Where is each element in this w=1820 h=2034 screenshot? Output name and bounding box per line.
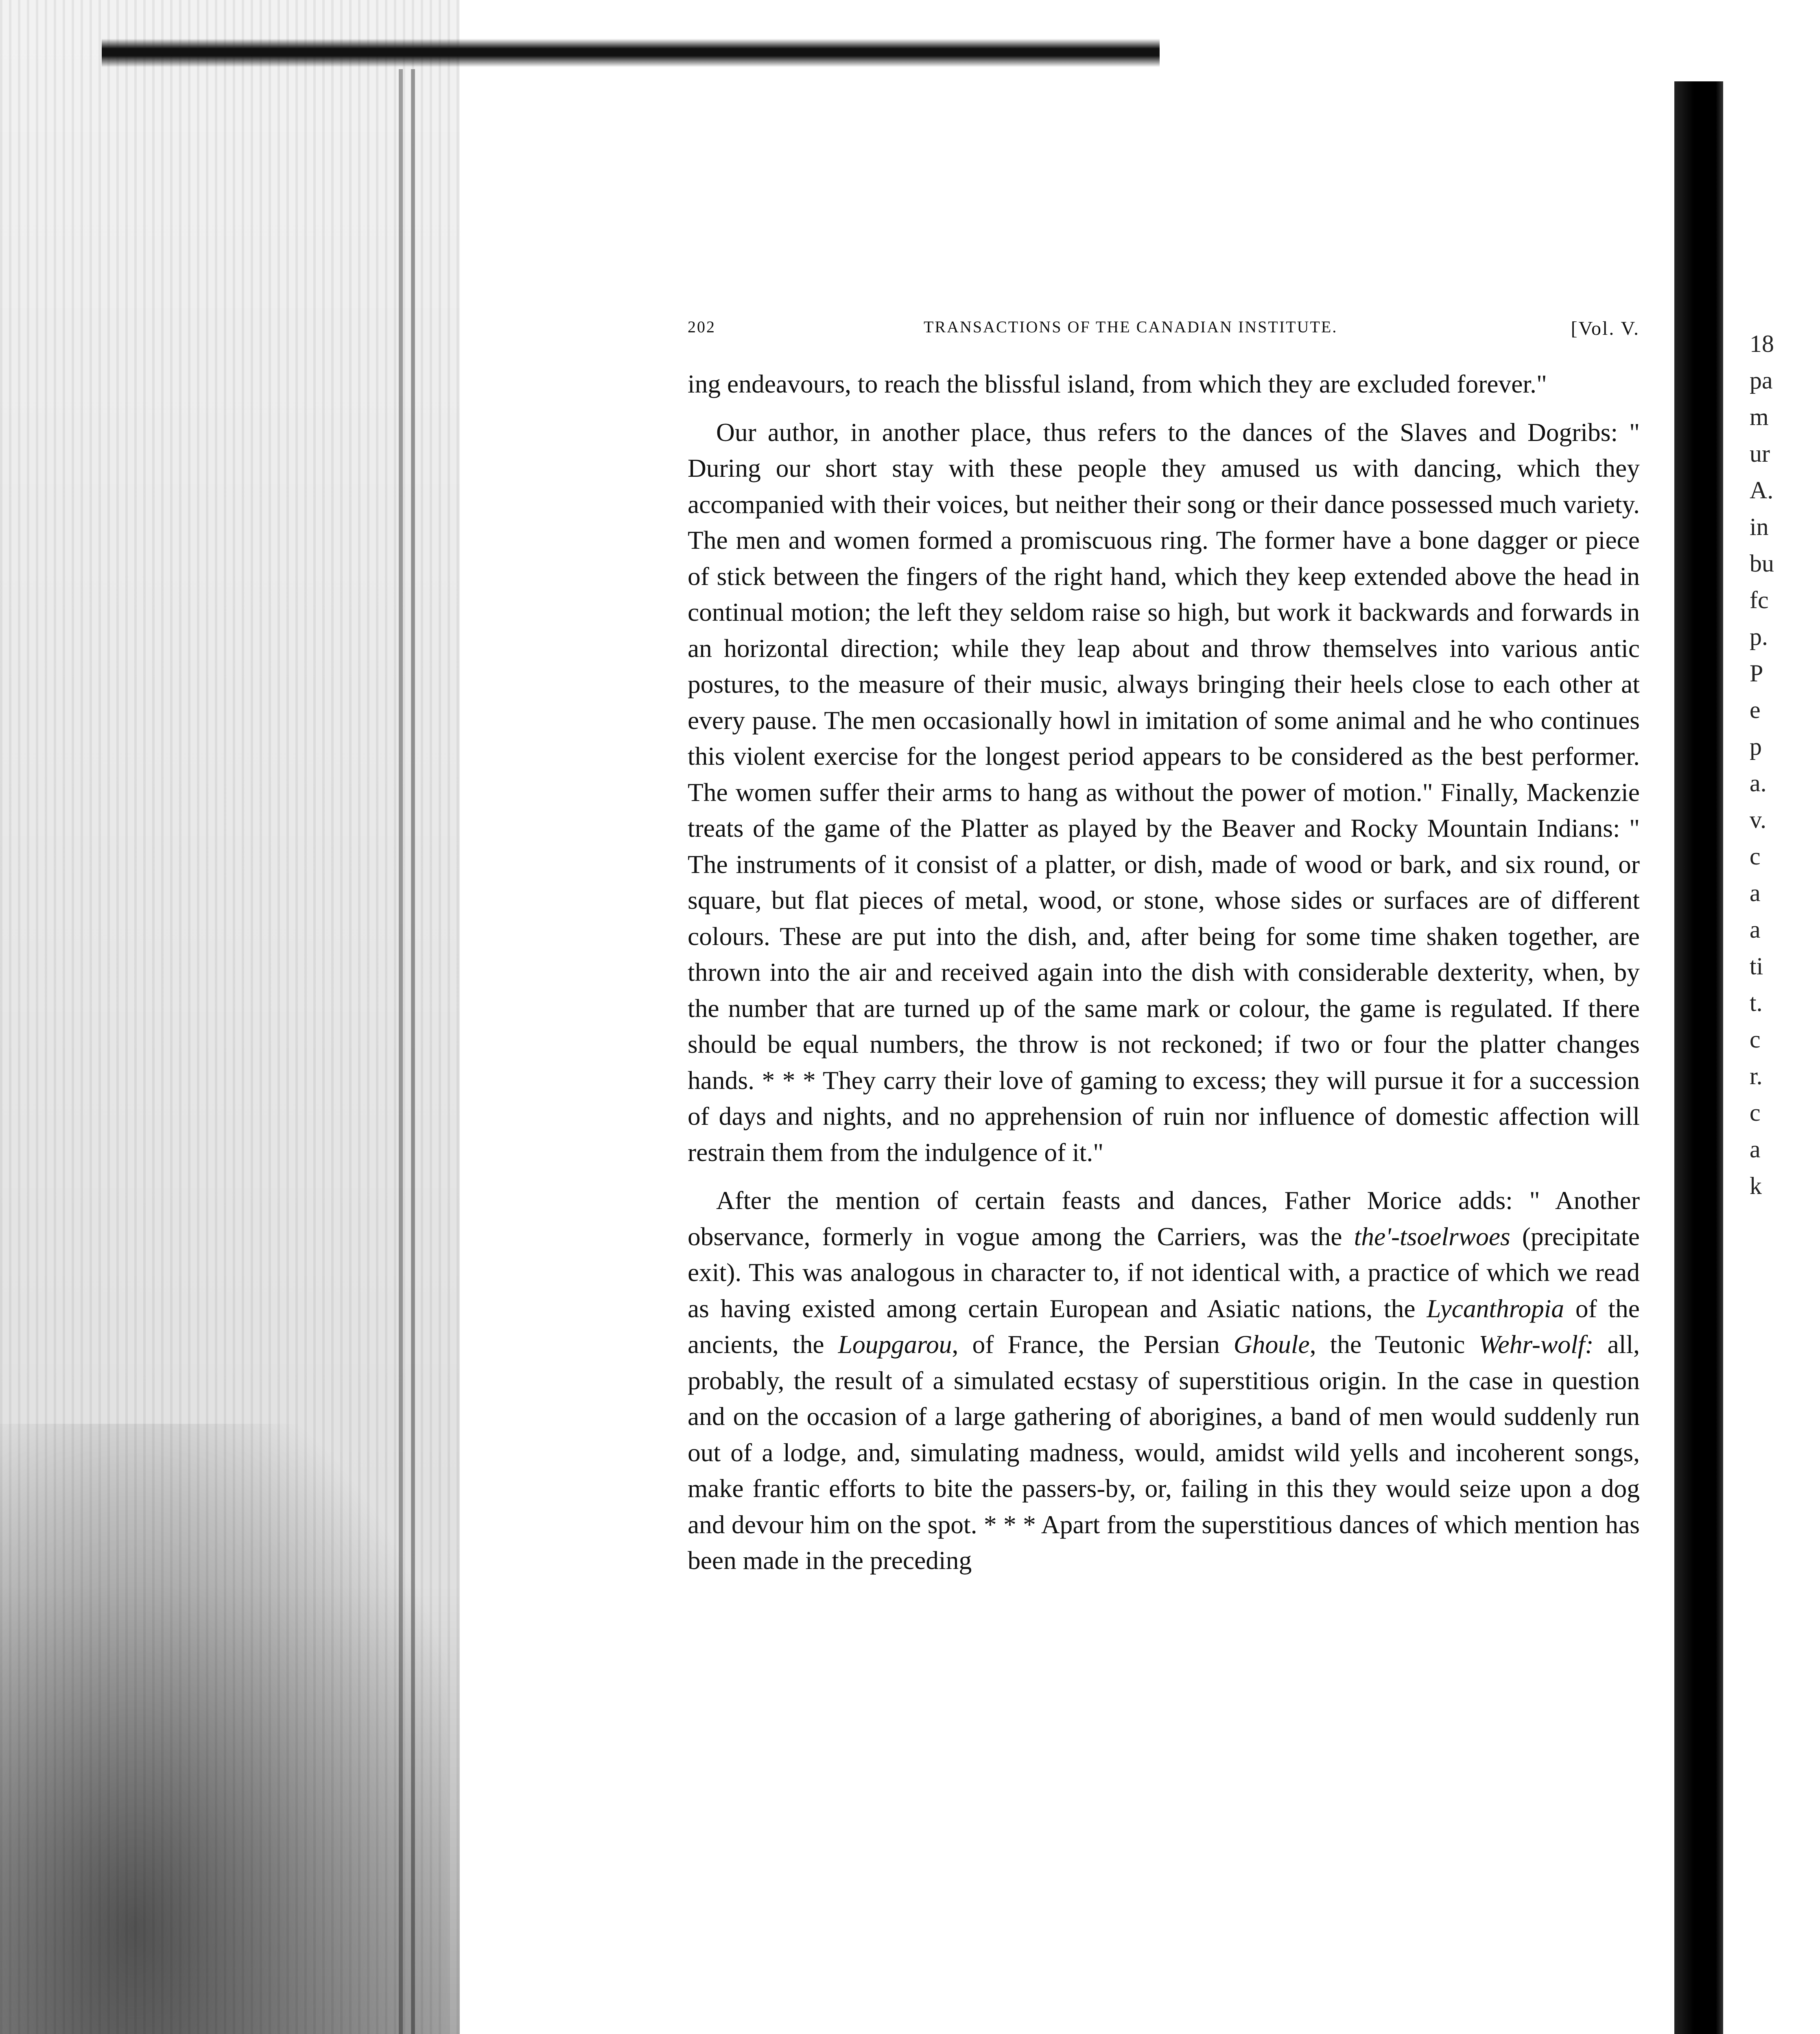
paragraph [688,1183,1640,1579]
italic-term: Wehr-wolf: [1479,1330,1594,1359]
italic-term: Lycanthropia [1427,1294,1564,1323]
text-run: (precipitate exit). This was analogous in character to, if not identical with, a practice of which we read as having existed among certain European and Asiatic nations, the [688,1222,1640,1323]
scan-line [411,69,415,2034]
italic-term: the'-tsoelrwoes [1354,1222,1510,1251]
italic-term: Ghoule [1233,1330,1310,1359]
page-binding-edge [1674,81,1723,2034]
paragraph: ing endeavours, to reach the blissful island, from which they are excluded forever." [688,369,1547,398]
body-text [688,366,1640,1579]
text-run: After the mention of certain feasts and dances, Father Morice adds: " Another observance, formerly in vogue among the Carriers, was the [688,1186,1640,1251]
text-run: all, probably, the result of a simulated ecstasy of superstitious origin. In the case in question and on the occasion of a large gathering of aborigines, a band of men would suddenly run out of a lodge, and, simulating madness, would, amidst wild yells and incoherent songs, make frantic efforts to bite the passers-by, or, failing in this they would seize upon a dog and devour him on the spot. * * * Apart from the superstitious dances of which mention has been made in the preceding [688,1330,1640,1575]
paragraph: Our author, in another place, thus refers to the dances of the Slaves and Dogribs: " During our short stay with these people they amused us with dancing, which they accompanied with their voices, but neither their song or their dance possessed much variety. The men and women formed a promiscuous ring. The former have a bone dagger or piece of stick between the fingers of the right hand, which they keep extended above the head in continual motion; the left they seldom raise so high, but work it backwards and forwards in an horizontal direction; while they leap about and throw themselves into various antic postures, to the measure of their music, always bringing their heels close to each other at every pause. The men occasionally howl in imitation of some animal and he who continues this violent exercise for the longest period appears to be considered as the best performer. The women suffer their arms to hang as without the power of motion." Finally, Mackenzie treats of the game of the Platter as played by the Beaver and Rocky Mountain Indians: " The instruments of it consist of a platter, or dish, made of wood or bark, and six round, or square, but flat pieces of metal, wood, or stone, whose sides or surfaces are of different colours. These are put into the dish, and, after being for some time shaken together, are thrown into the air and received again into the dish with considerable dexterity, when, by the number that are turned up of the same mark or colour, the game is regulated. If there should be equal numbers, the throw is not reckoned; if two or four the platter changes hands. * * * They carry their love of gaming to excess; they will pursue it for a succession of days and nights, and no apprehension of ruin nor influence of domestic affection will restrain them from the indulgence of it." [688,417,1640,1167]
scan-shadow-top [102,39,1160,67]
scan-line [399,69,403,2034]
next-page-fragment: 18 pa m ur A. in bu fc p. P e p a. v. c a a ti t. c r. c a k [1750,330,1774,1199]
page-number: 202 [688,318,716,336]
text-run: of the ancients, the [688,1294,1640,1359]
running-header [688,317,1640,346]
italic-term: Loupgarou [838,1330,952,1359]
volume-label: [Vol. V. [1571,318,1640,339]
journal-title: TRANSACTIONS OF THE CANADIAN INSTITUTE. [924,318,1338,336]
text-run: , the Teutonic [1309,1330,1479,1359]
scan-shadow-left-bottom [0,1424,448,2034]
text-run: , of France, the Persian [952,1330,1234,1359]
